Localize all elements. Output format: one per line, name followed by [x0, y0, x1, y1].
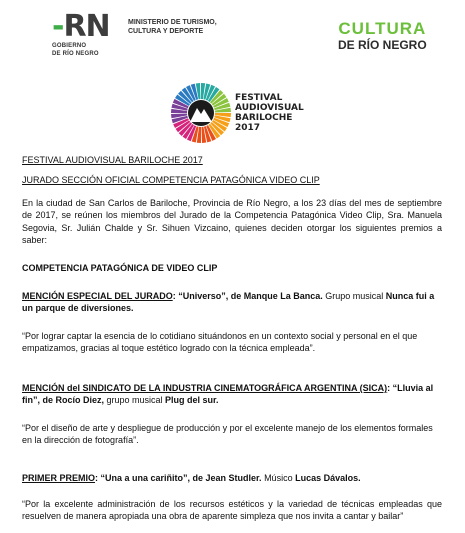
intro-paragraph: En la ciudad de San Carlos de Bariloche, Provincia de Río Negro, a los 23 días del mes de septiembre de 2017, se reúnen los miembros del Jurado de la Competencia Patagónica Video Clip, Sra. Manuela Segovia, Sr. Julián Chalde y Sr. Sihuen Vizcaino, quienes deciden otorgar los siguientes premios a saber:	[22, 198, 442, 246]
cultura-rio-negro-logo	[338, 20, 427, 52]
festival-logo-center	[188, 100, 214, 126]
award-2-quote: “Por el diseño de arte y despliegue de producción y por el excelente manejo de los elementos formales en la dirección de fotografía”.	[22, 423, 433, 446]
festival-logo-icon	[170, 82, 232, 144]
cultura-label: CULTURA	[338, 19, 427, 38]
gobierno-label: GOBIERNO	[52, 43, 87, 49]
doc-title-festival: FESTIVAL AUDIOVISUAL BARILOCHE 2017	[22, 155, 203, 165]
ministry-name: MINISTERIO DE TURISMO, CULTURA Y DEPORTE	[128, 19, 217, 35]
award-2: MENCIÓN del SINDICATO DE LA INDUSTRIA CINEMATOGRÁFICA ARGENTINA (SICA): “Lluvia al fin”, de Rocío Diez, grupo musical Plug del sur.	[22, 383, 434, 406]
award-3-quote: “Por la excelente administración de los recursos estéticos y la variedad de técnicas empleadas que resuelven de manera apropiada una obra de aparente simpleza que nos invita a cantar y bailar”	[22, 499, 442, 522]
doc-title-jury: JURADO SECCIÓN OFICIAL COMPETENCIA PATAGÓNICA VIDEO CLIP	[22, 175, 320, 185]
section-heading: COMPETENCIA PATAGÓNICA DE VIDEO CLIP	[22, 263, 218, 273]
award-3: PRIMER PREMIO: “Una a una cariñito”, de Jean Studler. Músico Lucas Dávalos.	[22, 473, 361, 483]
gobierno-rio-negro-logo	[52, 9, 110, 58]
award-1-quote: “Por lograr captar la esencia de lo cotidiano situándonos en un contexto social y personal en el que empatizamos, gracias al toque estético logrado con la técnica empleada”.	[22, 331, 418, 354]
award-3-label: PRIMER PREMIO	[22, 473, 96, 483]
rn-logo-letters: -RN	[52, 9, 110, 44]
letterhead	[0, 0, 465, 75]
award-1: MENCIÓN ESPECIAL DEL JURADO: “Universo”, de Manque La Banca. Grupo musical Nunca fui a un parque de diversiones.	[22, 291, 435, 314]
festival-title: FESTIVAL AUDIOVISUAL BARILOCHE 2017	[235, 93, 304, 133]
award-1-label: MENCIÓN ESPECIAL DEL JURADO	[22, 291, 173, 301]
de-rio-negro-label: DE RÍO NEGRO	[52, 51, 99, 57]
award-2-label: MENCIÓN del SINDICATO DE LA INDUSTRIA CINEMATOGRÁFICA ARGENTINA (SICA)	[22, 383, 388, 393]
cultura-sub-label: DE RÍO NEGRO	[338, 38, 427, 52]
